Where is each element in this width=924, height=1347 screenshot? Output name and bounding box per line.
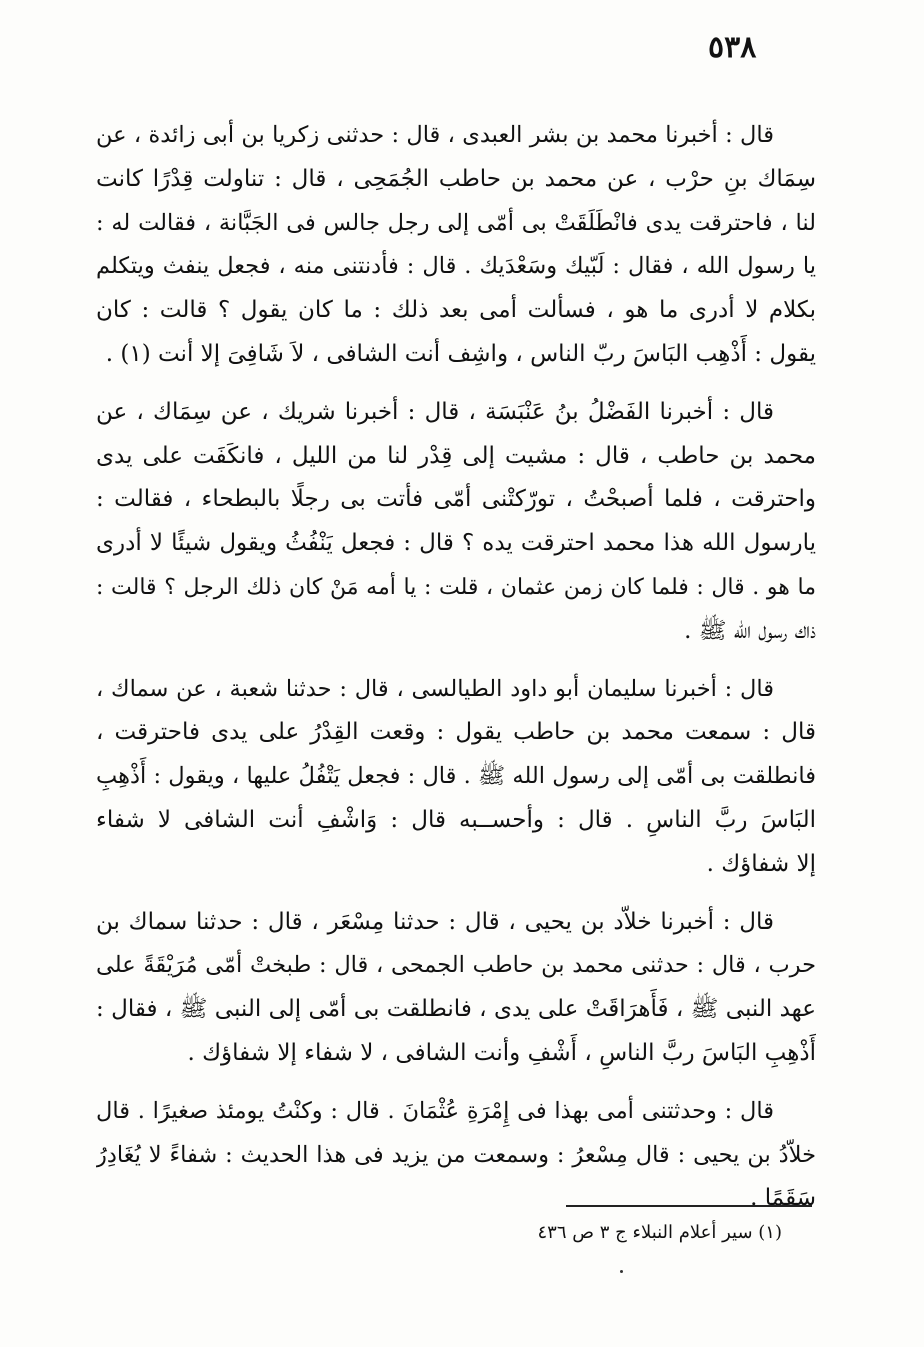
text-line: قال : سمعت محمد بن حاطب يقول : وقعت القِدْرُ على يدى فاحترقت ، [96, 719, 816, 746]
text-line: سِمَاك بنِ حرْب ، عن محمد بن حاطب الجُمَحِى ، قال : تناولت قِدْرًا كانت [96, 165, 816, 192]
text-line: قال : أخبرنا الفَضْلُ بنُ عَنْبَسَة ، قال : أخبرنا شريك ، عن سِمَاك ، عن [96, 398, 774, 425]
text-line: عهد النبى ﷺ ، فَأَهرَاقَتْ على يدى ، فانطلقت بى أمّى إلى النبى ﷺ ، فقال : [96, 996, 816, 1023]
text-line: يارسول الله هذا محمد احترقت يده ؟ قال : فجعل يَنْفُثُ ويقول شيئًا لا أدرى [96, 530, 816, 557]
text-line: ما هو . قال : فلما كان زمن عثمان ، قلت : يا أمه مَنْ كان ذلك الرجل ؟ قالت : [96, 574, 816, 600]
print-speck [620, 1270, 623, 1273]
paragraph-2 [96, 391, 816, 654]
paragraph-5 [96, 1090, 816, 1221]
footnote: (١) سير أعلام النبلاء ج ٣ ص ٤٣٦ [537, 1222, 782, 1243]
text-line: خلاّدُ بن يحيى : قال مِسْعرُ : وسمعت من يزيد فى هذا الحديث : شفاءً لا يُغَادِرُ [96, 1141, 816, 1168]
text-line: البَاسَ ربَّ الناسِ . قال : وأحســبه قال : وَاشْفِ أنت الشافى لا شفاء [96, 806, 816, 833]
text-line: إلا شفاؤك . [706, 850, 816, 877]
paragraph-3 [96, 668, 816, 887]
text-line: واحترقت ، فلما أصبحْتُ ، تورّكتْنى أمّى فأتت بى رجلًا بالبطحاء ، فقالت : [96, 486, 816, 513]
text-line: سَقَمًا . [750, 1185, 816, 1212]
text-line: قال : أخبرنا خلاّد بن يحيى ، قال : حدثنا مِسْعَر ، قال : حدثنا سماك بن [96, 908, 774, 935]
text-line: بكلام لا أدرى ما هو ، فسألت أمى بعد ذلك : ما كان يقول ؟ قالت : كان [96, 297, 816, 324]
text-line: أَذْهِبِ البَاسَ ربَّ الناسِ ، أَشْفِ وأنت الشافى ، لا شفاء إلا شفاؤك . [187, 1039, 816, 1066]
text-line: قال : وحدثتنى أمى بهذا فى إِمْرَةِ عُثْمَانَ . قال : وكنْتُ يومئذ صغيرًا . قال [96, 1097, 774, 1124]
page-number: ٥٣٨ [708, 30, 757, 65]
text-line: يقول : أَذْهِب البَاسَ ربّ الناس ، واشِف أنت الشافى ، لاَ شَافِىَ إلا أنت (١) . [105, 340, 816, 367]
text-line: قال : أخبرنا سليمان أبو داود الطيالسى ، قال : حدثنا شعبة ، عن سماك ، [96, 675, 774, 702]
text-line: ذاك رسول الله ﷺ . [684, 617, 816, 644]
text-line: حرب ، قال : حدثنى محمد بن حاطب الجمحى ، قال : طبختْ أمّى مُرَيْقَةً على [96, 952, 816, 979]
paragraph-4 [96, 901, 816, 1076]
footnote-divider [566, 1205, 812, 1207]
text-line: قال : أخبرنا محمد بن بشر العبدى ، قال : حدثنى زكريا بن أبى زائدة ، عن [96, 122, 774, 148]
text-line: فانطلقت بى أمّى إلى رسول الله ﷺ . قال : فجعل يَتْفُلُ عليها ، ويقول : أَذْهِبِ [96, 763, 816, 790]
text-line: محمد بن حاطب ، قال : مشيت إلى قِدْر لنا من الليل ، فانكَفَت على يدى [96, 442, 816, 469]
hadith-text-body [96, 114, 816, 1235]
paragraph-1 [96, 114, 816, 377]
text-line: لنا ، فاحترقت يدى فانْطَلَقَتْ بى أمّى إلى رجل جالس فى الجَبَّانة ، فقالت له : [96, 209, 816, 236]
text-line: يا رسول الله ، فقال : لَبّيك وسَعْدَيك . قال : فأدنتنى منه ، فجعل ينفث ويتكلم [96, 253, 816, 280]
